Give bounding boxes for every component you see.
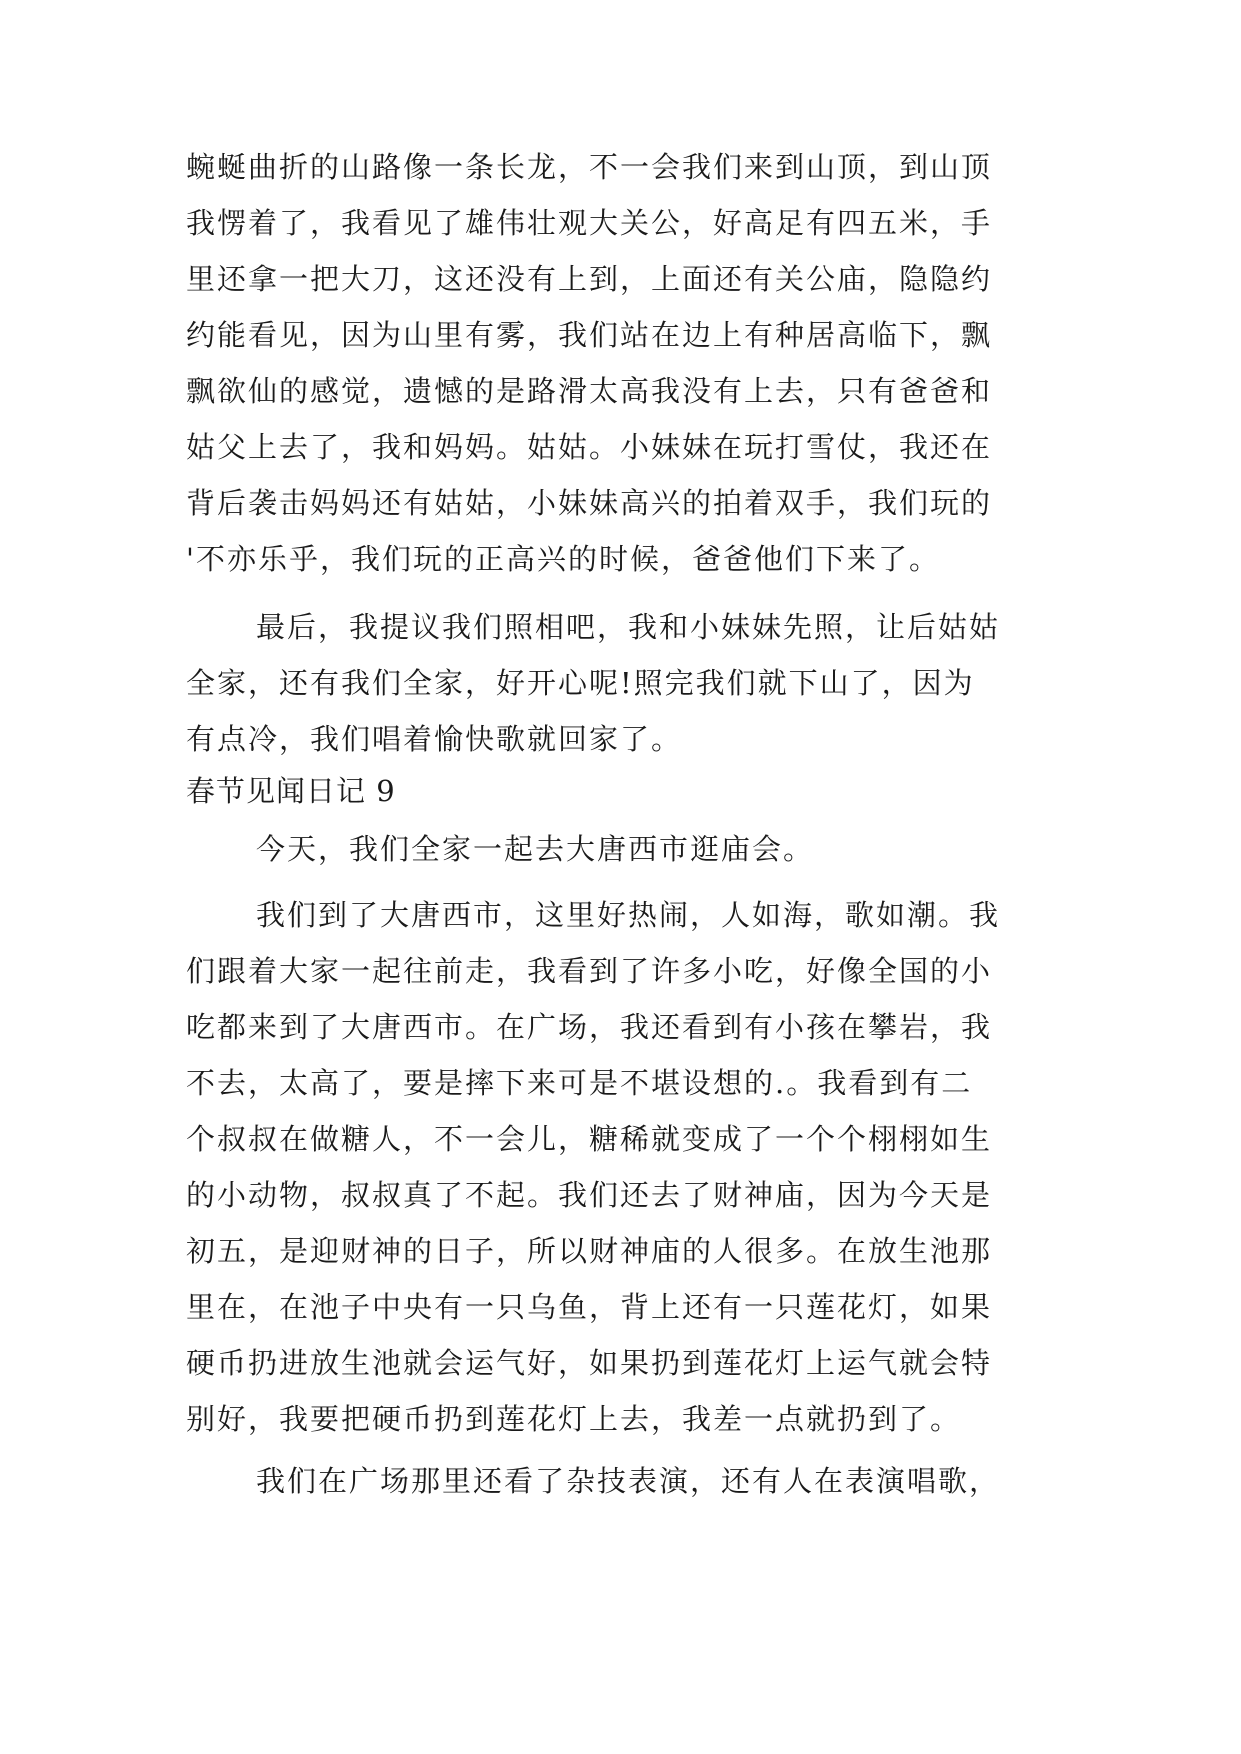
section-heading: 春节见闻日记 9	[186, 774, 396, 808]
paragraph-line: 约能看见，因为山里有雾，我们站在边上有种居高临下，飘	[186, 318, 993, 352]
paragraph-line: 我们在广场那里还看了杂技表演，还有人在表演唱歌，	[256, 1464, 1001, 1498]
paragraph-line: 我们到了大唐西市，这里好热闹，人如海，歌如潮。我	[256, 898, 1001, 932]
paragraph-line: 硬币扔进放生池就会运气好，如果扔到莲花灯上运气就会特	[186, 1346, 993, 1380]
paragraph-line: 姑父上去了，我和妈妈。姑姑。小妹妹在玩打雪仗，我还在	[186, 430, 993, 464]
paragraph-line: 里在，在池子中央有一只乌鱼，背上还有一只莲花灯，如果	[186, 1290, 993, 1324]
paragraph-line: 背后袭击妈妈还有姑姑，小妹妹高兴的拍着双手，我们玩的	[186, 486, 993, 520]
paragraph-line: 个叔叔在做糖人，不一会儿，糖稀就变成了一个个栩栩如生	[186, 1122, 993, 1156]
paragraph-line: 吃都来到了大唐西市。在广场，我还看到有小孩在攀岩，我	[186, 1010, 993, 1044]
paragraph-line: 不去，太高了，要是摔下来可是不堪设想的.。我看到有二	[186, 1066, 973, 1100]
paragraph-line: 我愣着了，我看见了雄伟壮观大关公，好高足有四五米，手	[186, 206, 993, 240]
paragraph-line: 别好，我要把硬币扔到莲花灯上去，我差一点就扔到了。	[186, 1402, 962, 1436]
paragraph-line: 最后，我提议我们照相吧，我和小妹妹先照，让后姑姑	[256, 610, 1001, 644]
paragraph-line: 今天，我们全家一起去大唐西市逛庙会。	[256, 832, 815, 866]
paragraph-line: 的小动物，叔叔真了不起。我们还去了财神庙，因为今天是	[186, 1178, 993, 1212]
paragraph-line: 蜿蜒曲折的山路像一条长龙，不一会我们来到山顶，到山顶	[186, 150, 993, 184]
paragraph-line: 全家，还有我们全家，好开心呢!照完我们就下山了，因为	[186, 666, 975, 700]
paragraph-line: 们跟着大家一起往前走，我看到了许多小吃，好像全国的小	[186, 954, 993, 988]
paragraph-line: 里还拿一把大刀，这还没有上到，上面还有关公庙，隐隐约	[186, 262, 993, 296]
paragraph-line: 飘欲仙的感觉，遗憾的是路滑太高我没有上去，只有爸爸和	[186, 374, 993, 408]
paragraph-line: '不亦乐乎，我们玩的正高兴的时候，爸爸他们下来了。	[186, 542, 940, 576]
paragraph-line: 有点冷，我们唱着愉快歌就回家了。	[186, 722, 683, 756]
paragraph-line: 初五，是迎财神的日子，所以财神庙的人很多。在放生池那	[186, 1234, 993, 1268]
